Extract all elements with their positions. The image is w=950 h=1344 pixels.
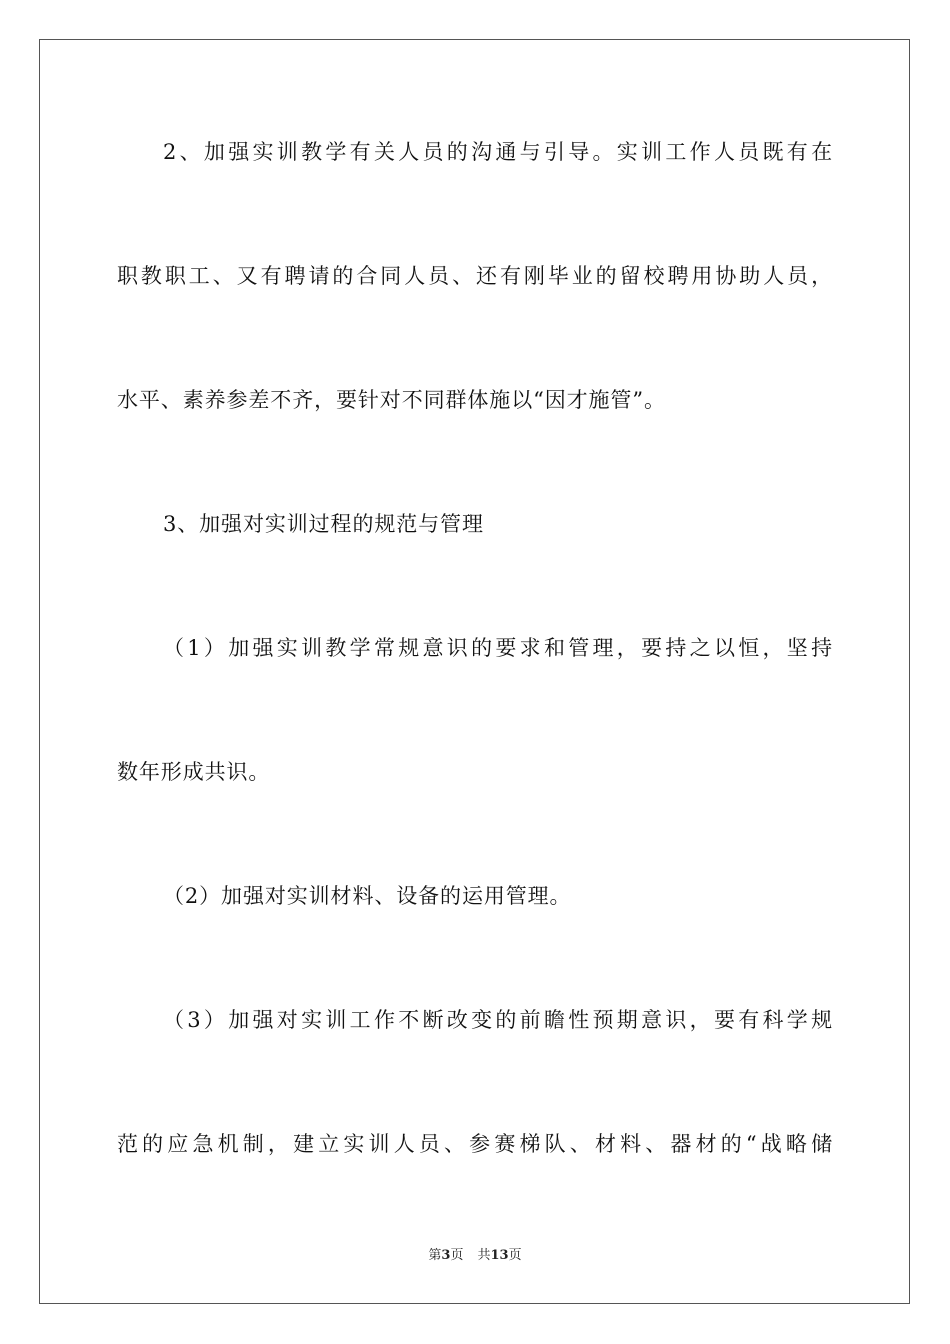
- paragraph-line: 范的应急机制，建立实训人员、参赛梯队、材料、器材的“战略储: [117, 1132, 833, 1156]
- page-prefix: 第: [428, 1248, 442, 1263]
- page-border: [39, 39, 910, 1304]
- paragraph-line: 数年形成共识。: [117, 760, 271, 784]
- page-current: 3: [441, 1248, 451, 1263]
- paragraph-line: （2）加强对实训材料、设备的运用管理。: [163, 884, 572, 908]
- page-unit: 页: [450, 1248, 464, 1263]
- total-prefix: 共: [477, 1248, 491, 1263]
- page-footer: [0, 1247, 950, 1265]
- paragraph-line: 职教职工、又有聘请的合同人员、还有刚毕业的留校聘用协助人员，: [117, 264, 833, 288]
- paragraph-line: （1）加强实训教学常规意识的要求和管理，要持之以恒，坚持: [163, 636, 833, 660]
- paragraph-line: （3）加强对实训工作不断改变的前瞻性预期意识，要有科学规: [163, 1008, 833, 1032]
- paragraph-line: 3、加强对实训过程的规范与管理: [163, 512, 484, 536]
- total-unit: 页: [508, 1248, 522, 1263]
- paragraph-line: 2、加强实训教学有关人员的沟通与引导。实训工作人员既有在: [163, 140, 833, 164]
- paragraph-line: 水平、素养参差不齐，要针对不同群体施以“因才施管”。: [117, 388, 666, 412]
- page-total: 13: [490, 1248, 509, 1263]
